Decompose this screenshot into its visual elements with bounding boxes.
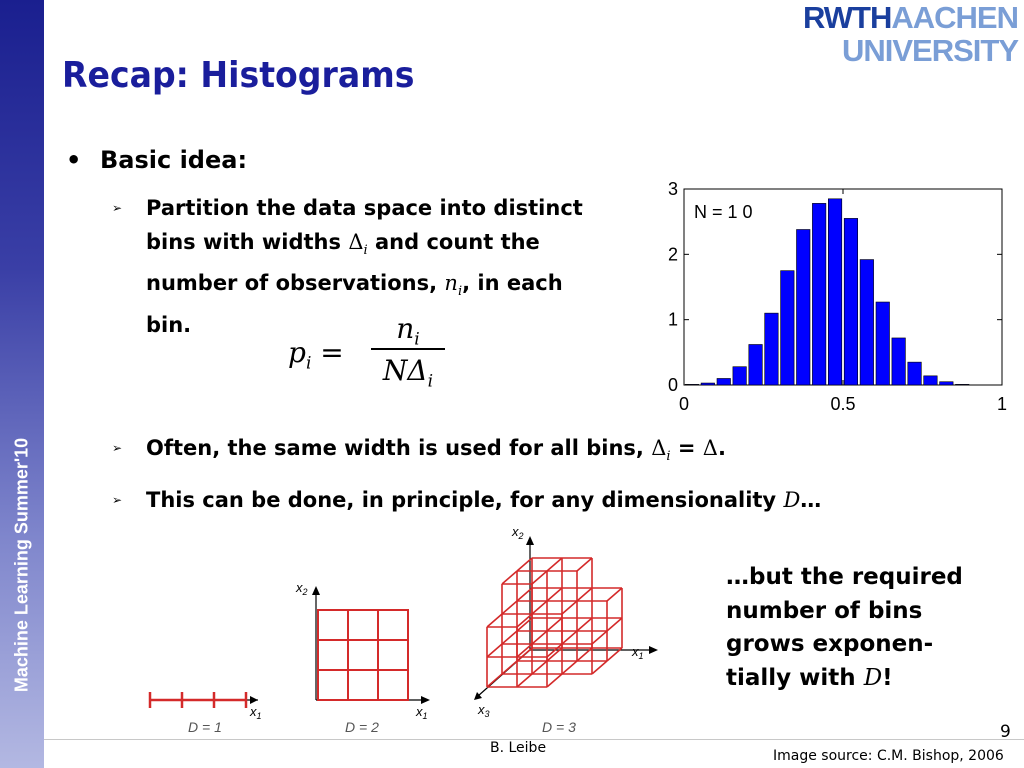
- x1-arrow: [421, 696, 430, 704]
- cube-edge: [532, 601, 547, 614]
- cube-edge: [547, 558, 562, 571]
- n-symbol: n: [444, 271, 458, 296]
- grid-cells: [318, 610, 408, 700]
- d2-label: D = 2: [345, 719, 379, 735]
- note-line-3: grows exponen-: [726, 631, 934, 657]
- page-number: 9: [1000, 722, 1011, 742]
- note-text: tially with: [726, 664, 864, 691]
- cube-edge: [487, 614, 502, 627]
- y-tick-label: 2: [667, 244, 678, 265]
- x2-arrow: [312, 586, 320, 595]
- cube-edge: [547, 618, 562, 631]
- histogram-bar: [733, 367, 747, 385]
- formula-numerator-sub: i: [414, 329, 420, 350]
- x-tick-label: 0: [678, 394, 690, 414]
- x1-label: $x_1$: [416, 704, 428, 721]
- histogram-bar: [860, 260, 874, 385]
- bins-growth-note: [726, 561, 963, 695]
- histogram-bar: [765, 313, 779, 385]
- chart-annotation: N = 1 0: [694, 202, 753, 222]
- author-label: B. Leibe: [490, 740, 547, 756]
- course-label: Machine Learning Summer'10: [11, 437, 32, 693]
- logo-aachen: AACHEN: [891, 0, 1018, 35]
- cube-edge: [577, 558, 592, 571]
- university-logo: [803, 2, 1018, 66]
- subscript-i: i: [666, 449, 671, 465]
- histogram-bar: [701, 383, 715, 385]
- cube-edge: [502, 571, 517, 584]
- main-bullet-text: Basic idea:: [100, 146, 248, 174]
- formula-p: p: [288, 336, 306, 369]
- cube-edge: [532, 571, 547, 584]
- histogram-bar: [749, 344, 763, 385]
- x1-arrow: [649, 646, 658, 654]
- x2-label: $x_2$: [296, 580, 308, 597]
- cube-edge: [517, 674, 532, 687]
- sub-bullet-same-width: [112, 432, 726, 474]
- sub-bullet-partition: [112, 192, 583, 342]
- delta-symbol: Δ: [348, 229, 364, 254]
- slide-title: Recap: Histograms: [62, 55, 415, 96]
- grid-3d: [474, 524, 658, 735]
- sidebar-band: [0, 0, 44, 768]
- cube-edge: [502, 661, 517, 674]
- cube-edge: [607, 588, 622, 601]
- formula-denominator-sub: i: [427, 371, 434, 392]
- histogram-bar: [892, 338, 906, 385]
- grid-1d: [150, 692, 262, 735]
- y-tick-label: 3: [667, 180, 678, 199]
- histogram-bar: [812, 203, 826, 385]
- histogram-bar: [797, 230, 811, 385]
- partition-line-3: [146, 267, 583, 309]
- image-source: Image source: C.M. Bishop, 2006: [773, 748, 1004, 764]
- cube-edge: [547, 588, 562, 601]
- delta-symbol: Δ: [702, 436, 718, 460]
- cube-edge: [592, 661, 607, 674]
- delta-symbol: Δ: [651, 436, 667, 460]
- cube-edge: [502, 631, 517, 644]
- histogram-bar: [876, 302, 890, 385]
- histogram-bar: [844, 218, 858, 385]
- partition-line-2: [146, 226, 583, 268]
- histogram-bar: [940, 382, 954, 385]
- d1-label: D = 1: [188, 719, 222, 735]
- sub-bullet-dimensionality: [112, 484, 822, 518]
- histogram-bar: [956, 384, 970, 385]
- partition-text: and count the: [367, 229, 540, 254]
- formula-numerator: n: [396, 312, 415, 345]
- note-line-4: [726, 662, 963, 696]
- x1-label: $x_1$: [250, 704, 262, 721]
- dimensionality-diagram: [140, 520, 665, 740]
- histogram-bar: [924, 376, 938, 385]
- d3-label: D = 3: [542, 719, 576, 735]
- grid-cubes: [487, 558, 622, 687]
- partition-text: bins with widths: [146, 229, 349, 254]
- grid-2d: [295, 580, 430, 735]
- fraction-bar: [371, 348, 445, 350]
- ellipsis-text: …: [800, 488, 822, 512]
- histogram-bar: [908, 362, 922, 385]
- x1-arrow: [250, 696, 258, 704]
- cube-edge: [562, 631, 577, 644]
- period-text: .: [717, 436, 726, 460]
- cube-edge: [532, 661, 547, 674]
- cube-edge: [562, 601, 577, 614]
- cube-edge: [562, 661, 577, 674]
- sub-bullet-marker: ➢: [112, 493, 123, 507]
- cube-edge: [532, 631, 547, 644]
- d-symbol: D: [783, 488, 801, 512]
- partition-text: number of observations,: [146, 271, 445, 296]
- cube-edge: [487, 644, 502, 657]
- x2-label: $x_2$: [512, 524, 524, 541]
- logo-university: UNIVERSITY: [841, 33, 1018, 68]
- note-line-1: …but the required: [726, 564, 963, 590]
- equals-text: =: [670, 436, 703, 460]
- cube-edge: [547, 674, 562, 687]
- y-tick-label: 0: [667, 375, 678, 395]
- x2-arrow: [526, 536, 534, 545]
- formula-p-sub: i: [305, 353, 312, 374]
- cube-edge: [607, 618, 622, 631]
- cube-edge: [502, 601, 517, 614]
- sub-bullet-marker: ➢: [112, 441, 123, 455]
- cube-edge: [487, 674, 502, 687]
- histogram-chart: [660, 180, 1020, 425]
- partition-text: , in each: [462, 271, 563, 296]
- sub-bullet-marker: ➢: [112, 201, 123, 215]
- partition-line-4: bin.: [146, 312, 192, 337]
- x1-label: $x_1$: [632, 644, 644, 661]
- cube-edge: [592, 631, 607, 644]
- note-text: !: [882, 664, 893, 691]
- x-tick-label: 1: [996, 394, 1008, 414]
- y-tick-label: 1: [667, 309, 678, 330]
- bullet-dot: •: [66, 146, 82, 174]
- cube-edge: [577, 588, 592, 601]
- histogram-bar: [828, 199, 842, 385]
- x3-label: $x_3$: [478, 702, 490, 719]
- histogram-bar: [717, 378, 731, 385]
- histogram-bar: [781, 271, 795, 385]
- logo-rwth: RWTH: [802, 0, 892, 35]
- dimensionality-text: This can be done, in principle, for any dimensionality: [146, 488, 784, 512]
- d-symbol: D: [863, 664, 883, 691]
- formula-equals: =: [311, 336, 344, 369]
- partition-line-1: Partition the data space into distinct: [146, 196, 583, 220]
- cube-edge: [577, 618, 592, 631]
- subscript-i: i: [457, 284, 463, 300]
- x-tick-label: 0.5: [830, 394, 856, 414]
- same-width-text: Often, the same width is used for all bins,: [146, 436, 652, 460]
- subscript-i: i: [363, 242, 368, 258]
- note-line-2: number of bins: [726, 597, 923, 624]
- formula-denominator: NΔ: [382, 354, 428, 387]
